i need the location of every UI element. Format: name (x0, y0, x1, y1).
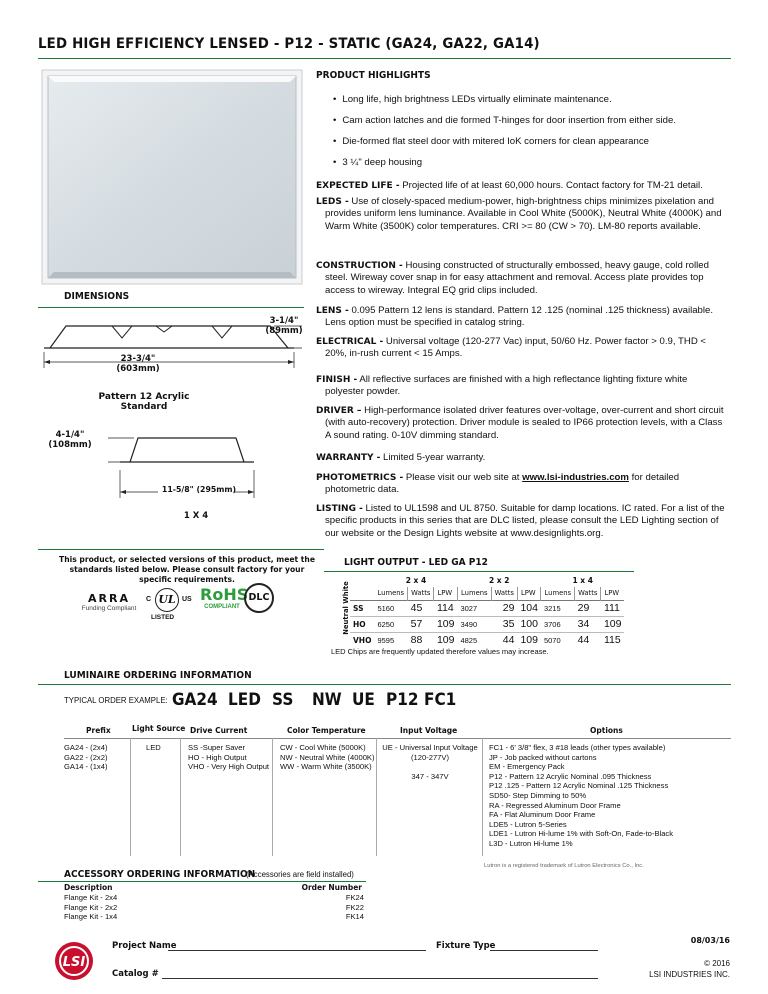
col-options-head: Options (590, 726, 623, 735)
title-rule (38, 58, 731, 59)
accessory-table (64, 893, 364, 922)
spec-expected-life: EXPECTED LIFE - Projected life of at least 60,000 hours. Contact factory for TM-21 detail. (316, 180, 703, 191)
flange-caption: 1 X 4 (183, 511, 209, 521)
table-row: Flange Kit - 2x4 FK24 (64, 893, 364, 902)
accessory-col-num: Order Number (301, 883, 362, 892)
light-output-rule (324, 571, 634, 572)
lens-caption: Pattern 12 Acrylic Standard (98, 392, 190, 412)
group-1x4: 1 x 4 (572, 576, 593, 585)
accessory-col-desc: Description (64, 883, 113, 892)
ordering-heading: LUMINAIRE ORDERING INFORMATION (64, 670, 252, 681)
spec-driver: DRIVER – High-performance isolated driver features over-voltage, over-current and short circuit (with auto-recovery) protection. Driver module is sealed to IP66 protection levels, with a Class A sound rating. 0-10V dimming standard. (316, 405, 724, 441)
col-divider (482, 738, 483, 856)
accessory-rule (38, 881, 366, 882)
col-divider (272, 738, 273, 856)
highlights-heading: PRODUCT HIGHLIGHTS (316, 70, 431, 81)
svg-text:LSI: LSI (62, 955, 86, 970)
height-label: 3-1/4" (89mm) (265, 316, 303, 336)
example-code-lens: P12 (386, 690, 419, 710)
table-row: Flange Kit - 1x4 FK14 (64, 912, 364, 922)
spec-lens: LENS - 0.095 Pattern 12 lens is standard. Pattern 12 .125 (nominal .125 thickness) available. Lens option must be specified in catalog string. (316, 305, 714, 329)
spec-electrical: ELECTRICAL - Universal voltage (120-277 Vac) input, 50/60 Hz. Power factor > 0.9, THD < 20%, in-rush current < 15 Amps. (316, 336, 707, 360)
light-output-table: 2 x 4 2 x 2 1 x 4 Lumens Watts LPW Lumens Watts LPW Lumens Watts LPW SS 5160 45 114 3027 29 104 3215 29 111 HO 6250 57 109 3490 35 100 3706 34 109 VHO 9595 88 109 4825 44 109 5070 44 115 (350, 574, 624, 648)
example-code-prefix: GA24 (172, 690, 218, 710)
ordering-rule (38, 684, 731, 685)
table-row: HO 6250 57 109 3490 35 100 3706 34 109 (350, 616, 624, 632)
page-title: LED HIGH EFFICIENCY LENSED - P12 - STATIC (GA24, GA22, GA14) (38, 36, 540, 52)
spec-construction: CONSTRUCTION - Housing constructed of structurally embossed, heavy gauge, cold rolled steel. Wireway cover snap in for easy attachment and removal. Access plate provides top access to wireway. Integral EQ grid clips included. (316, 260, 709, 296)
website-link[interactable]: www.lsi-industries.com (522, 472, 629, 483)
rohs-logo: RoHS COMPLIANT (200, 585, 249, 610)
order-example-label: TYPICAL ORDER EXAMPLE: (64, 696, 168, 705)
fixture-type-label: Fixture Type (436, 941, 496, 951)
group-2x2: 2 x 2 (488, 576, 510, 585)
col-divider (180, 738, 181, 856)
lutron-note: Lutron is a registered trademark of Lutron Electronics Co., Inc. (484, 863, 644, 869)
col-source-values: LED (146, 743, 161, 752)
catalog-field[interactable] (162, 978, 598, 979)
col-source-head: Light Source (132, 724, 186, 733)
project-name-field[interactable] (168, 950, 426, 951)
light-output-note: LED Chips are frequently updated therefore values may increase. (331, 647, 549, 656)
catalog-label: Catalog # (112, 969, 159, 979)
dimensions-heading: DIMENSIONS (64, 291, 130, 302)
flange-height-label: 4-1/4" (108mm) (48, 430, 92, 450)
fixture-type-field[interactable] (490, 950, 598, 951)
table-row: SS 5160 45 114 3027 29 104 3215 29 111 (350, 600, 624, 616)
col-drive-values: SS -Super Saver HO - High Output VHO - Very High Output (188, 743, 270, 772)
ordering-header-line (64, 738, 731, 739)
accessory-note: (Accessories are field installed) (246, 870, 354, 879)
example-code-drive: SS (272, 690, 294, 710)
light-output-heading: LIGHT OUTPUT - LED GA P12 (344, 557, 488, 568)
lsi-logo (54, 941, 94, 981)
spec-listing: LISTING - Listed to UL1598 and UL 8750. Suitable for damp locations. IC rated. For a list of the specific products in this series that are DLC listed, please consult the LED Lighting section of our website or the Design Lights website at www.designlights.org. (316, 503, 725, 539)
col-color-values: CW - Cool White (5000K) NW - Neutral White (4000K) WW - Warm White (3500K) (280, 743, 375, 772)
standards-rule (38, 549, 324, 550)
revision-date: 08/03/16 (690, 936, 730, 945)
dlc-logo: DLC (244, 583, 274, 613)
example-code-source: LED (228, 690, 261, 710)
table-row: VHO 9595 88 109 4825 44 109 5070 44 115 (350, 632, 624, 648)
accessory-heading: ACCESSORY ORDERING INFORMATION (64, 869, 256, 880)
arra-logo: ARRA Funding Compliant (81, 592, 137, 612)
copyright: © 2016 (704, 959, 730, 968)
col-voltage-values: UE - Universal Input Voltage (120-277V) 347 - 347V (382, 743, 478, 781)
example-code-voltage: UE (352, 690, 375, 710)
flange-width-label: 11-5/8" (295mm) (161, 485, 237, 494)
spec-finish: FINISH - All reflective surfaces are finished with a high reflectance lighting fixture white polyester powder. (316, 374, 688, 398)
example-code-color: NW (312, 690, 342, 710)
standards-note: This product, or selected versions of this product, meet the standards listed below. Please consult factory for your specific requirements. (59, 555, 315, 584)
col-voltage-head: Input Voltage (400, 726, 458, 735)
col-options-values: FC1 - 6' 3/8" flex, 3 #18 leads (other types available) JP - Job packed without cartons EM - Emergency Pack P12 - Pattern 12 Acrylic Nominal .095 Thickness P12 .125 - Pattern 12 Acrylic Nominal .125 Thickness SD50- Step Dimming to 50% RA - Regressed Aluminum Door Frame FA - Flat Aluminum Door Frame LDE5 - Lutron 5-Series LDE1 - Lutron Hi-lume 1% with Soft-On, Fade-to-Black L3D - Lutron Hi-lume 1% (489, 743, 674, 848)
highlight-item: • Die-formed flat steel door with mitered IoK corners for clean appearance (333, 136, 649, 148)
highlight-item: • Cam action latches and die formed T-hinges for door insertion from either side. (333, 115, 676, 127)
spec-photometrics: PHOTOMETRICS - Please visit our web site at www.lsi-industries.com for detailed photometric data. (316, 472, 680, 496)
col-color-head: Color Temperature (287, 726, 366, 735)
col-prefix-head: Prefix (86, 726, 111, 735)
product-image (38, 64, 306, 290)
width-label: 23-3/4" (603mm) (116, 354, 160, 374)
light-output-side-label: Neutral White (342, 581, 350, 635)
col-divider (130, 738, 131, 856)
table-row: Flange Kit - 2x2 FK22 (64, 902, 364, 912)
company-name: LSI INDUSTRIES INC. (649, 970, 730, 979)
col-divider (376, 738, 377, 856)
highlight-item: • 3 ¼" deep housing (333, 157, 422, 169)
example-code-option: FC1 (424, 690, 457, 710)
highlight-item: • Long life, high brightness LEDs virtually eliminate maintenance. (333, 94, 612, 106)
project-name-label: Project Name (112, 941, 177, 951)
group-2x4: 2 x 4 (405, 576, 427, 585)
spec-warranty: WARRANTY - Limited 5-year warranty. (316, 452, 486, 463)
spec-leds: LEDS - Use of closely-spaced medium-power, high-brightness chips minimizes pixelation and provides uniform lens luminance. Available in Cool White (5000K), Neutral White (4000K) and Warm White (3500K) color temperatures. CRI >= 80 (CW > 70). LM-80 reports available. (316, 196, 722, 232)
col-drive-head: Drive Current (190, 726, 248, 735)
ul-logo: C UL US LISTED (146, 586, 196, 622)
col-prefix-values: GA24 - (2x4) GA22 - (2x2) GA14 - (1x4) (64, 743, 108, 772)
